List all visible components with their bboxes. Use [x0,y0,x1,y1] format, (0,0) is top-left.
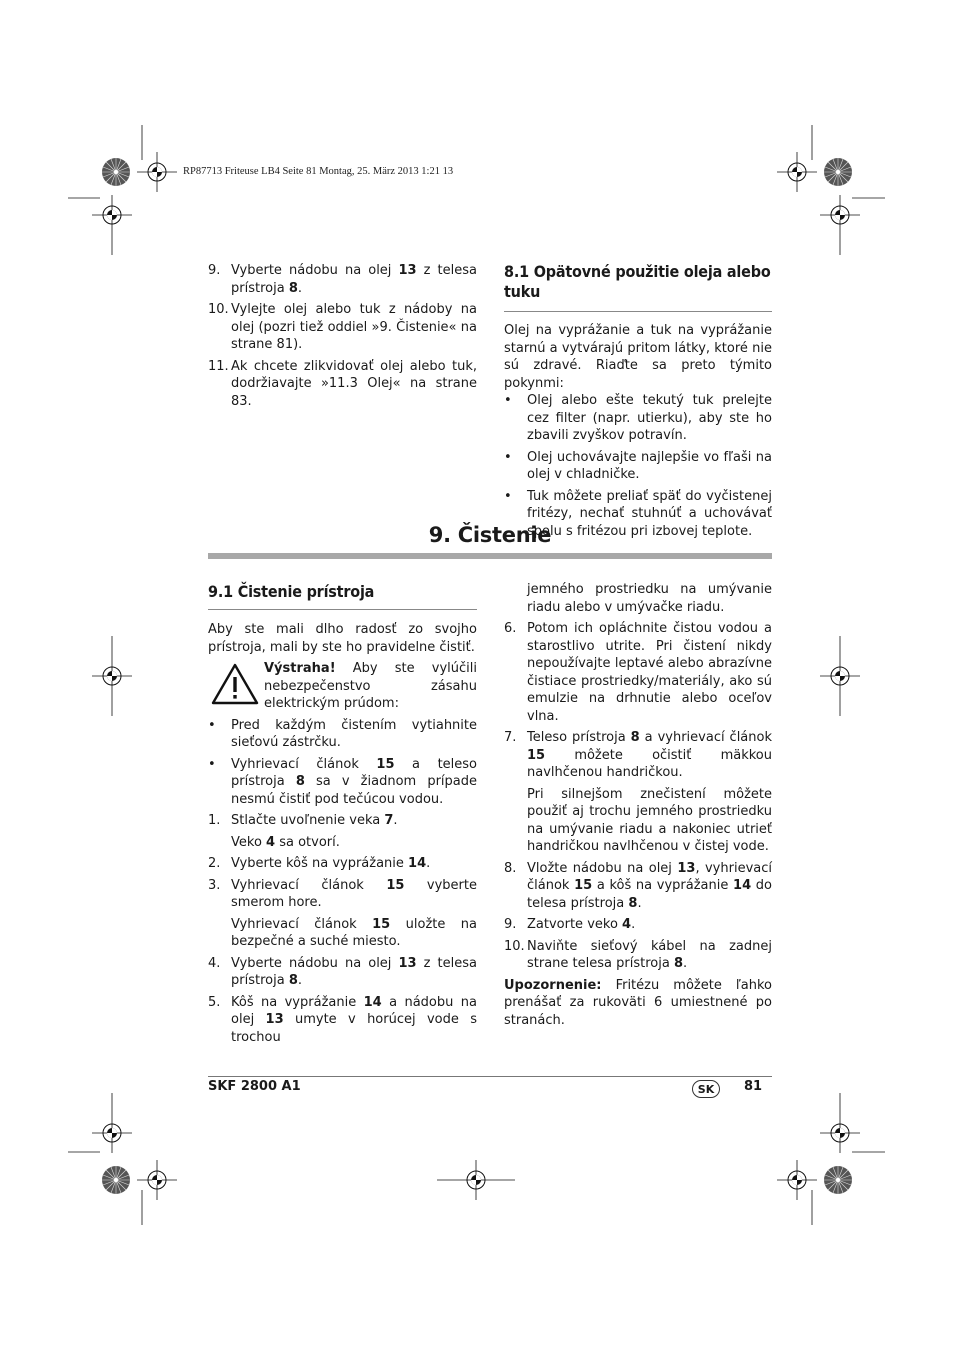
item-text: Vylejte olej alebo tuk z nádoby na olej (pozri tiež oddiel »9. Čistenie« na strane 81). [231,302,477,352]
item-text: Olej uchovávajte najlepšie vo fľaši na olej v chladničke. [527,449,772,482]
item-text: Vyberte nádobu na olej 13 z telesa prístroja 8. [231,263,477,296]
step-number: 10. [208,302,229,317]
numbered-step [208,994,477,1047]
bullet-icon: • [208,756,216,772]
step-number: 1. [208,813,221,828]
reference-number: 13 [265,1012,284,1027]
note-paragraph [504,977,772,1030]
item-text: Vyberte nádobu na olej 13 z telesa prístroja 8. [231,955,477,988]
section-9-1-steps-left [208,812,477,1050]
item-text: Kôš na vyprážanie 14 a nádobu na olej 13 umyte v horúcej vode s trochou [231,994,477,1045]
page-number: 81 [744,1079,763,1094]
numbered-step [208,955,477,990]
chapter-title-bar [208,553,772,559]
print-slug-header: RP87713 Friteuse LB4 Seite 81 Montag, 25. März 2013 1:21 13 [183,166,454,177]
step-note: Vyhrievací článok 15 uložte na bezpečné a suché miesto. [231,916,477,949]
numbered-step [504,620,772,725]
numbered-step [504,860,772,913]
reference-number: 15 [527,747,546,763]
section-8-1 [504,262,772,544]
step-number: 9. [208,263,221,278]
note-label: Upozornenie: [504,977,602,993]
section-9-1-bullets [208,717,477,813]
reference-number: 15 [372,916,391,932]
footer-model: SKF 2800 A1 [208,1079,301,1094]
bullet-icon: • [504,393,512,408]
item-text: Teleso prístroja 8 a vyhrievací článok 15 môžete očistiť mäkkou navlhčenou handričkou. [527,730,772,780]
reference-number: 7 [384,813,394,828]
reference-number: 13 [398,955,417,971]
numbered-step [504,916,772,934]
item-text: Pred každým čistením vytiahnite sieťovú zástrčku. [231,717,477,750]
bullet-item [208,756,477,809]
reference-number: 13 [398,263,417,278]
reference-number: 8 [673,956,683,971]
left-top-items [208,262,477,414]
step-number: 9. [504,917,517,932]
bullet-icon: • [504,449,512,465]
step-note: Veko 4 sa otvorí. [231,834,340,850]
reference-number: 8 [288,973,298,988]
section-8-1-heading: 8.1 Opätovné použitie oleja alebo tuku [504,262,772,312]
numbered-step [504,938,772,973]
reference-number: 15 [376,756,395,772]
reference-number: 14 [733,878,752,893]
left-top-list [208,262,477,414]
numbered-step [208,262,477,297]
step-number: 11. [208,358,229,374]
numbered-step [208,855,477,873]
numbered-step [504,729,772,782]
footer-rule [208,1076,772,1077]
step-number: 4. [208,955,221,971]
reference-number: 8 [628,895,638,911]
language-badge: SK [692,1080,720,1098]
step-number: 8. [504,860,517,876]
reference-number: 4 [622,917,632,932]
reference-number: 8 [288,280,298,296]
numbered-step [208,812,477,830]
warning-label: Výstraha! [264,661,336,676]
section-9-1-right [504,581,772,1029]
step-number: 10. [504,938,525,954]
numbered-step [208,358,477,411]
reference-number: 8 [295,774,305,789]
item-text: Vyhrievací článok 15 vyberte smerom hore. [231,877,477,910]
step-number: 6. [504,621,517,636]
item-text: Ak chcete zlikvidovať olej alebo tuk, dodržiavajte »11.3 Olej« na strane 83. [231,358,477,409]
section-9-1-left [208,582,477,1050]
step-number: 3. [208,877,221,893]
step-note: Pri silnejšom znečistení môžete použiť aj trochu jemného prostriedku na umývanie riadu a nakoniec utrieť handričkou navlhčenou v čistej vode. [527,786,772,854]
step-number: 5. [208,994,221,1010]
chapter-title: 9. Čistenie [428,523,552,547]
item-text: Zatvorte veko 4. [527,917,636,932]
reference-number: 15 [574,878,593,893]
item-text: Olej alebo ešte tekutý tuk prelejte cez filter (napr. utierku), aby ste ho zbavili zvyškov potravín. [527,393,772,443]
step-5-continuation: jemného prostriedku na umývanie riadu alebo v umývačke riadu. [527,582,772,615]
reference-number: 4 [266,834,276,850]
note-text: Fritézu môžete ľahko prenášať za rukoväti 6 umiestnené po stranách. [504,977,772,1028]
section-9-1-steps-right [504,620,772,977]
step-number: 7. [504,730,517,745]
reference-number: 13 [677,860,696,876]
item-text: Naviňte sieťový kábel na zadnej strane telesa prístroja 8. [527,938,772,971]
reference-number: 14 [408,856,427,871]
warning-block [208,660,477,713]
bullet-item [208,717,477,752]
item-text: Tuk môžete preliať späť do vyčistenej fritézy, nechať stuhnúť a uchovávať spolu s fritézou pri izbovej teplote. [527,488,772,539]
bullet-icon: • [504,488,512,504]
item-text: Potom ich opláchnite čistou vodou a starostlivo utrite. Pri čistení nikdy nepoužívajte leptavé alebo abrazívne čistiace prostriedky/materiály, ako sú emulzie na drhnutie alebo oceľov vlna. [527,621,772,724]
section-9-1-heading: 9.1 Čistenie prístroja [208,582,477,610]
numbered-step [208,877,477,912]
numbered-step [208,301,477,354]
warning-triangle-icon [210,662,260,706]
section-8-1-intro: Olej na vyprážanie a tuk na vyprážanie starnú a vytvárajú pritom látky, ktoré nie sú zdravé. Riaďte sa preto týmito pokynmi: [504,323,772,391]
item-text: Vložte nádobu na olej 13, vyhrievací článok 15 a kôš na vyprážanie 14 do telesa prístroja 8. [527,860,772,911]
item-text: Vyberte kôš na vyprážanie 14. [231,856,431,871]
reference-number: 15 [386,877,405,893]
bullet-icon: • [208,717,216,733]
item-text: Vyhrievací článok 15 a teleso prístroja 8 sa v žiadnom prípade nesmú čistiť pod tečúcou vodou. [231,756,477,807]
bullet-item [504,449,772,484]
bullet-item [504,392,772,445]
section-9-1-intro: Aby ste mali dlho radosť zo svojho prístroja, mali by ste ho pravidelne čistiť. [208,622,477,655]
reference-number: 8 [630,730,640,745]
step-number: 2. [208,856,221,871]
warning-text: Aby ste vylúčili nebezpečenstvo zásahu elektrickým prúdom: [264,661,477,711]
item-text: Stlačte uvoľnenie veka 7. [231,813,398,828]
reference-number: 14 [363,994,382,1010]
